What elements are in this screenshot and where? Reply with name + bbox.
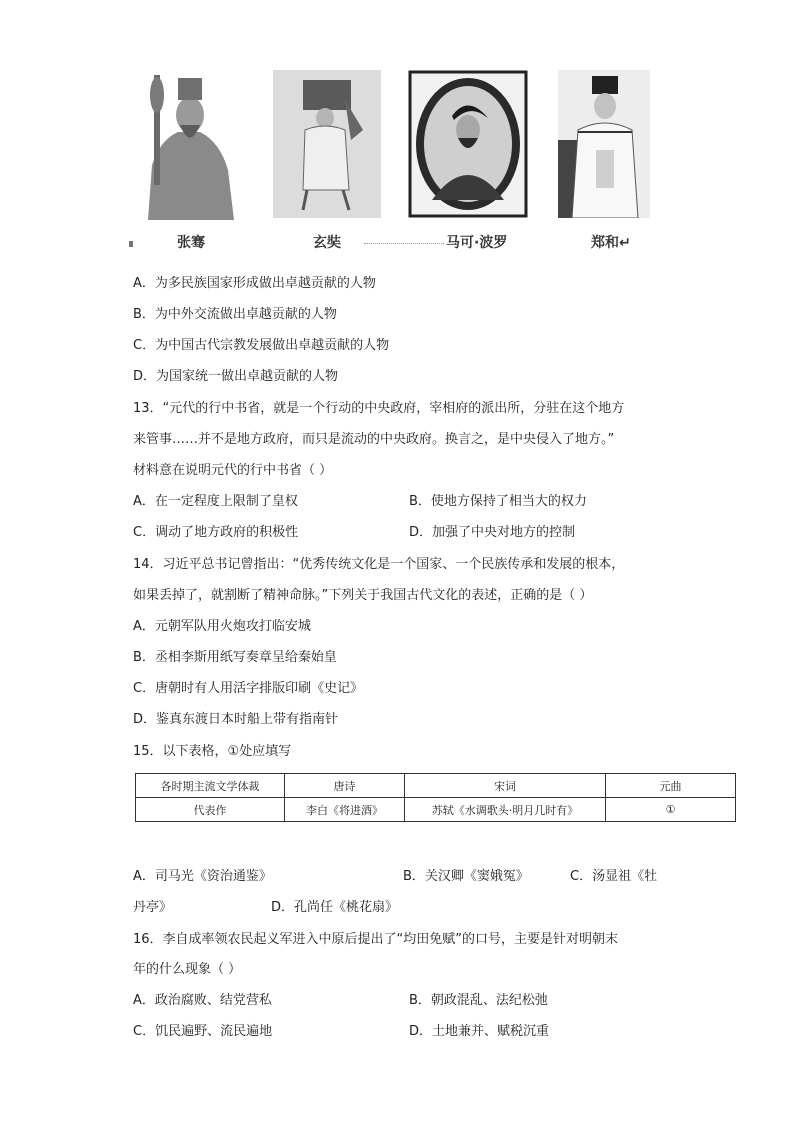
q14-option-b: B．丞相李斯用纸写奏章呈给秦始皇 [133, 650, 337, 665]
q13-stem-line-2: 来管事……并不是地方政府，而只是流动的中央政府。换言之，是中央侵入了地方。” [133, 432, 615, 447]
q13-option-b: B．使地方保持了相当大的权力 [409, 494, 587, 509]
table-header-cell: 元曲 [606, 774, 736, 798]
q16-option-a: A．政治腐败、结党营私 [133, 993, 272, 1008]
q14-option-c: C．唐朝时有人用活字排版印刷《史记》 [133, 681, 364, 696]
q13-stem-line-1: 13．“元代的行中书省，就是一个行动的中央政府，宰相府的派出所，分驻在这个地方 [133, 401, 625, 416]
q14-stem-line-2: 如果丢掉了，就割断了精神命脉。”下列关于我国古代文化的表述，正确的是（ ） [133, 588, 593, 603]
q15-stem: 15．以下表格，①处应填写 [133, 744, 292, 759]
caption-zhang-qian: 张骞 [177, 235, 205, 251]
q15-option-d: D．孔尚任《桃花扇》 [271, 900, 399, 915]
caption-xuanzang: 玄奘 [313, 235, 341, 251]
table-cell: 苏轼《水调歌头·明月几时有》 [405, 798, 606, 822]
caption-marco-polo: 马可·波罗 [446, 235, 508, 251]
marco-polo-portrait-image [408, 70, 528, 218]
literature-table [135, 773, 736, 822]
table-row [136, 798, 736, 822]
q16-option-d: D．土地兼并、赋税沉重 [409, 1024, 550, 1039]
q12-option-c: C．为中国古代宗教发展做出卓越贡献的人物 [133, 338, 390, 353]
table-header-cell: 各时期主流文学体裁 [136, 774, 285, 798]
q13-option-c: C．调动了地方政府的积极性 [133, 525, 299, 540]
caption-tick [129, 241, 133, 247]
q14-option-d: D．鉴真东渡日本时船上带有指南针 [133, 712, 339, 727]
q13-option-a: A．在一定程度上限制了皇权 [133, 494, 298, 509]
q14-stem-line-1: 14．习近平总书记曾指出：“优秀传统文化是一个国家、一个民族传承和发展的根本， [133, 557, 625, 572]
table-cell: 李白《将进酒》 [285, 798, 405, 822]
q16-option-b: B．朝政混乱、法纪松弛 [409, 993, 548, 1008]
xuanzang-painting-image [273, 70, 381, 218]
q12-option-a: A．为多民族国家形成做出卓越贡献的人物 [133, 276, 376, 291]
q12-option-d: D．为国家统一做出卓越贡献的人物 [133, 369, 339, 384]
table-header-row [136, 774, 736, 798]
q13-stem-line-3: 材料意在说明元代的行中书省（ ） [133, 463, 333, 478]
q14-option-a: A．元朝军队用火炮攻打临安城 [133, 619, 311, 634]
caption-dotted-separator [364, 243, 444, 244]
caption-zheng-he: 郑和↵ [591, 235, 631, 251]
q16-stem-line-2: 年的什么现象（ ） [133, 962, 242, 977]
zhang-qian-statue-image [140, 70, 238, 220]
q16-option-c: C．饥民遍野、流民遍地 [133, 1024, 273, 1039]
q15-option-c-continued: 丹亭》 [133, 900, 173, 915]
q15-option-c: C．汤显祖《牡 [570, 869, 658, 884]
q15-option-b: B．关汉卿《窦娥冤》 [403, 869, 529, 884]
table-header-cell: 宋词 [405, 774, 606, 798]
q16-stem-line-1: 16．李自成率领农民起义军进入中原后提出了“均田免赋”的口号，主要是针对明朝末 [133, 932, 619, 947]
q13-option-d: D．加强了中央对地方的控制 [409, 525, 576, 540]
table-header-cell: 唐诗 [285, 774, 405, 798]
table-cell: 代表作 [136, 798, 285, 822]
table-cell: ① [606, 798, 736, 822]
q12-option-b: B．为中外交流做出卓越贡献的人物 [133, 307, 337, 322]
q15-option-a: A．司马光《资治通鉴》 [133, 869, 272, 884]
zheng-he-painting-image [558, 70, 650, 218]
